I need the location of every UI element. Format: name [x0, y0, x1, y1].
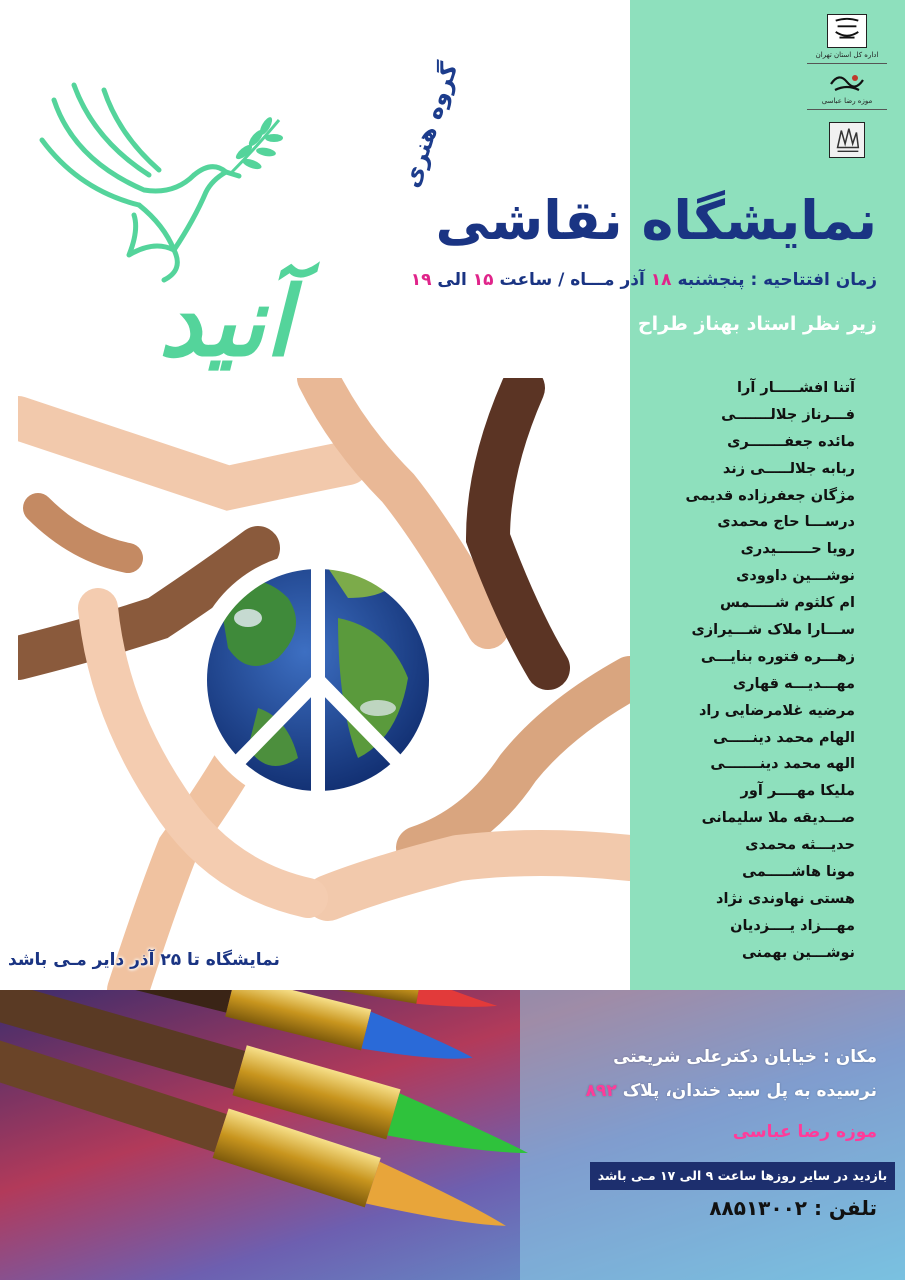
opening-month-hour: آذر مـــاه / ساعت	[499, 270, 645, 290]
visiting-hours-bar: بازدید در سایر روزها ساعت ۹ الی ۱۷ مـی باشد	[590, 1162, 895, 1190]
artist-name: ام کلثوم شـــــمس	[720, 595, 855, 612]
art-group-label: گروه هنری	[396, 59, 464, 192]
dove-with-olive-branch-icon	[34, 80, 284, 290]
artist-name: زهـــره فتوره بنایـــی	[700, 648, 855, 665]
supervisor-line: زیر نظر استاد بهناز طراح	[637, 313, 877, 335]
divider	[807, 109, 887, 110]
logos-column	[801, 10, 893, 158]
phone-line	[577, 1196, 877, 1220]
artist-name: نوشـــین بهمنی	[741, 944, 855, 961]
exhibition-title: نمایشگاه نقاشی	[435, 189, 877, 252]
opening-time	[277, 270, 877, 290]
artist-name: هستی نهاوندی نژاد	[716, 890, 855, 907]
logo-caption-province: اداره کل استان تهران	[815, 51, 879, 59]
address-plaque: ۸۹۲	[585, 1081, 617, 1101]
hands-around-globe-image	[18, 378, 630, 990]
artist-name: فـــرناز جلالـــــــی	[721, 406, 855, 423]
address-line-2	[517, 1074, 877, 1108]
artist-name: مهـــدیـــه قهاری	[732, 675, 855, 692]
museum-calligraphy-logo	[829, 70, 865, 94]
artist-name: درســـا حاج محمدی	[717, 514, 855, 531]
group-name-anid: آنید	[158, 265, 292, 378]
address-street: نرسیده به پل سید خندان، پلاک	[622, 1081, 877, 1101]
logo-caption-museum: موزه رضا عباسی	[821, 97, 873, 105]
heritage-organization-logo	[827, 14, 867, 48]
artist-name: ملیکا مهــــر آور	[740, 783, 855, 800]
artists-list	[615, 375, 855, 967]
hour-to: ۱۹	[410, 270, 432, 290]
opening-label: زمان افتتاحیه :	[750, 270, 877, 290]
exhibition-until-note: نمایشگاه تا ۲۵ آذر دایر مـی باشد	[8, 950, 280, 970]
artist-name: مهـــزاد یــــزدیان	[730, 917, 855, 934]
phone-number: ۸۸۵۱۳۰۰۲	[709, 1196, 807, 1220]
artist-name: مائده جعفـــــــری	[727, 433, 855, 450]
opening-day: پنجشنبه	[677, 270, 745, 290]
hour-separator: الی	[437, 270, 467, 290]
artist-name: الهه محمد دینـــــــی	[710, 756, 855, 773]
artist-name: صـــدیقه ملا سلیمانی	[701, 810, 855, 827]
artist-name: ربابه جلالـــــی زند	[722, 460, 855, 477]
artist-name: ســـارا ملاک شـــیرازی	[691, 622, 855, 639]
artist-name: مرضیه غلامرضایی راد	[698, 702, 855, 719]
artist-name: حدیـــثه محمدی	[745, 837, 855, 854]
artist-name: آتنا افشـــــار آرا	[737, 380, 855, 396]
artist-name: الهام محمد دینـــــی	[713, 729, 855, 746]
phone-label: تلفن :	[813, 1196, 877, 1220]
location-address	[517, 1040, 877, 1108]
opening-date-number: ۱۸	[650, 270, 672, 290]
divider	[807, 63, 887, 64]
artist-name: رویا حـــــــیدری	[740, 541, 855, 558]
hour-from: ۱۵	[472, 270, 494, 290]
artist-name: مونا هاشـــــمی	[742, 864, 855, 881]
address-line-1: مکان : خیابان دکترعلی شریعتی	[613, 1047, 877, 1067]
museum-name: موزه رضا عباسی	[732, 1122, 877, 1142]
artist-name: نوشـــین داوودی	[736, 568, 855, 585]
artist-name: مژگان جعفرزاده قدیمی	[685, 487, 855, 504]
group-emblem-logo	[829, 122, 865, 158]
